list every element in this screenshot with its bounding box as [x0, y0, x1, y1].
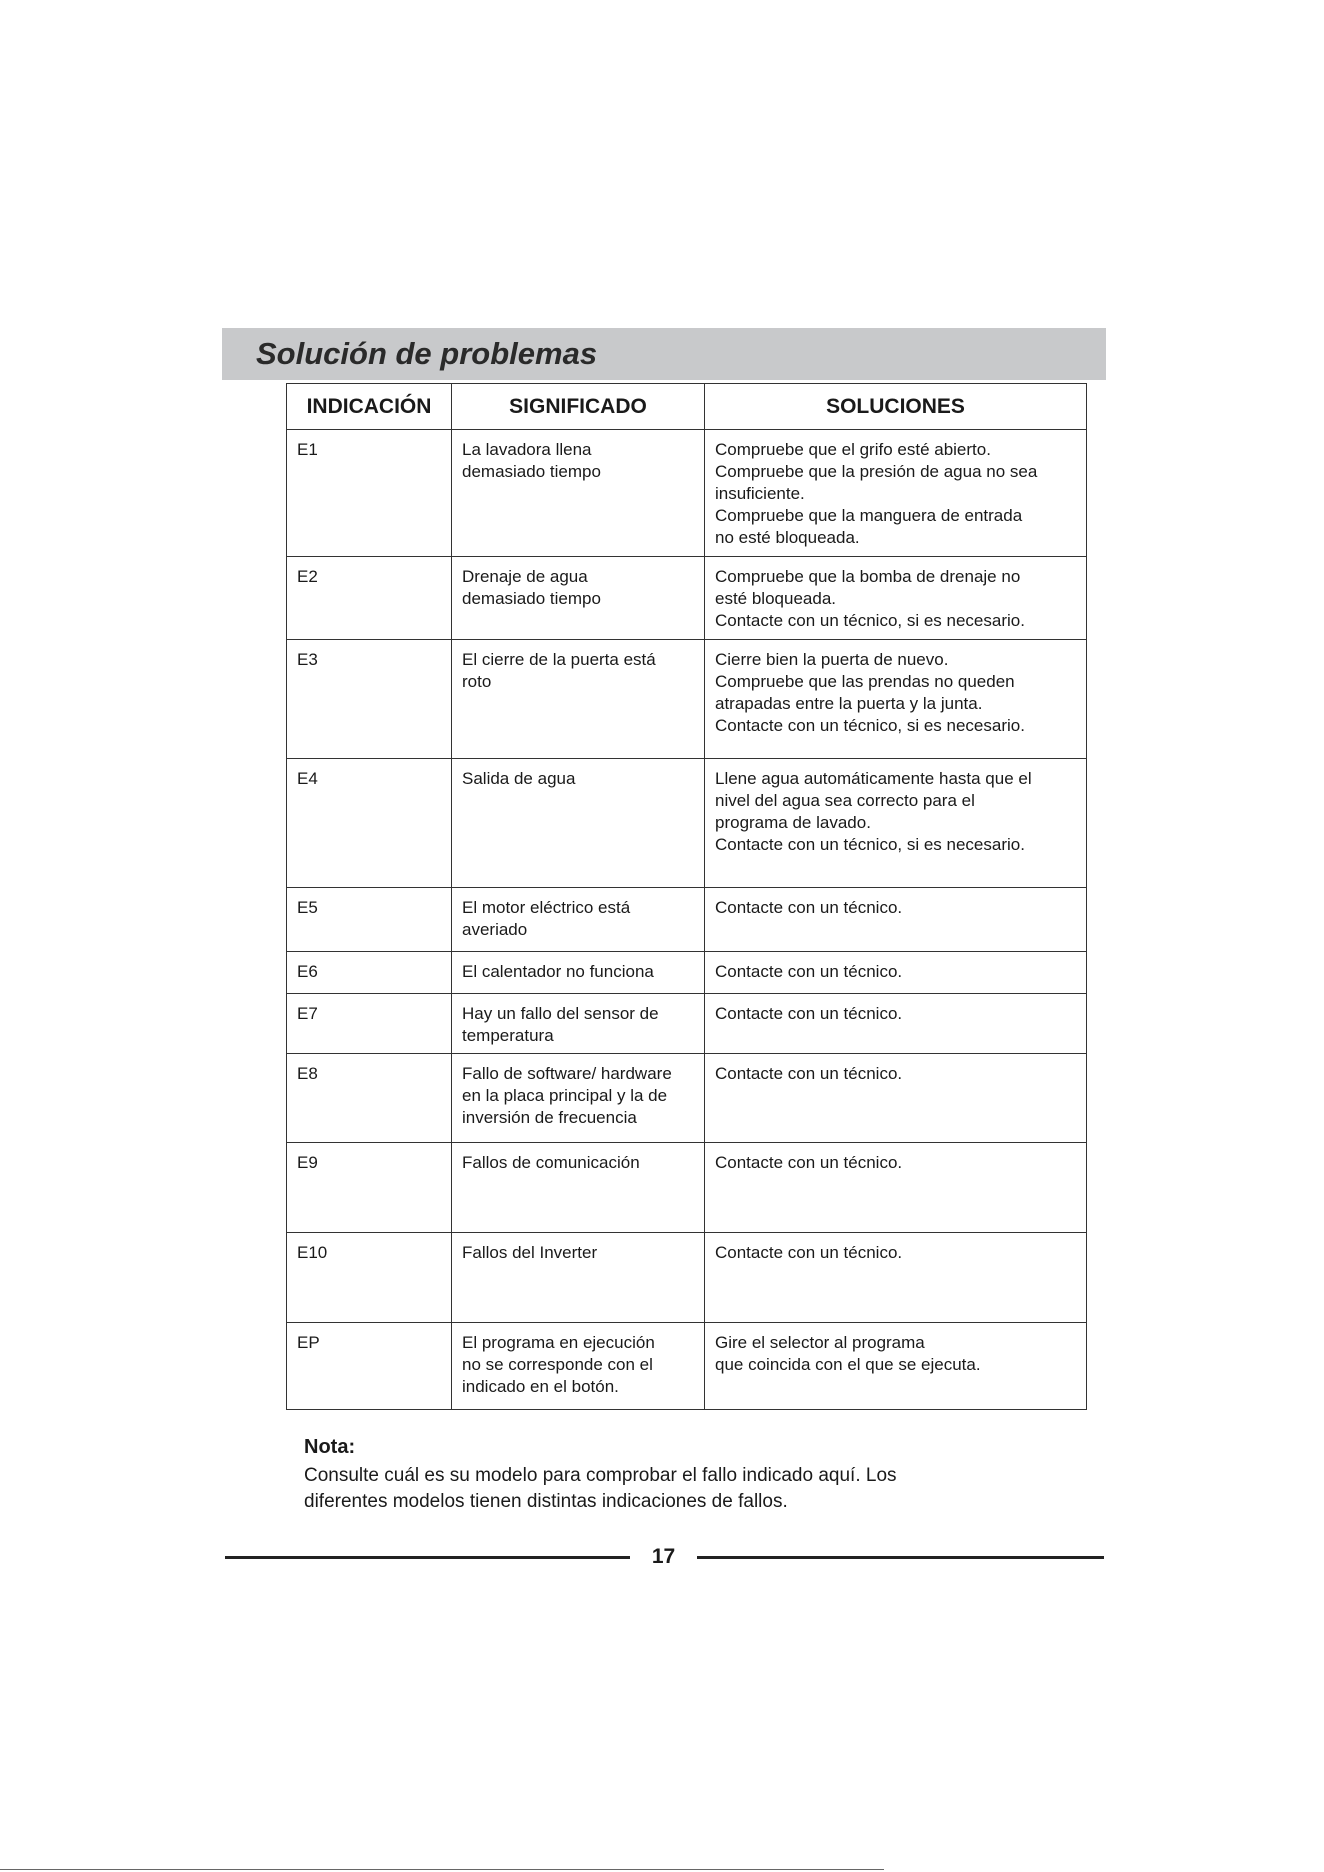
meaning-cell — [452, 640, 705, 759]
solution-line: atrapadas entre la puerta y la junta. — [715, 694, 983, 713]
meaning-line: La lavadora llena — [462, 440, 592, 459]
meaning-line: temperatura — [462, 1026, 554, 1045]
solution-line: Contacte con un técnico. — [715, 1004, 903, 1023]
note-block — [304, 1436, 1064, 1515]
meaning-line: Fallos de comunicación — [462, 1153, 640, 1172]
code-cell: EP — [287, 1323, 452, 1410]
code-cell: E9 — [287, 1143, 452, 1233]
meaning-cell — [452, 430, 705, 557]
solutions-cell — [705, 1054, 1087, 1143]
solutions-cell — [705, 888, 1087, 952]
meaning-cell — [452, 759, 705, 888]
solution-line: Contacte con un técnico. — [715, 962, 903, 981]
note-line: Consulte cuál es su modelo para comprobar el fallo indicado aquí. Los — [304, 1465, 897, 1486]
meaning-cell — [452, 1233, 705, 1323]
solution-line: no esté bloqueada. — [715, 528, 860, 547]
meaning-line: no se corresponde con el — [462, 1355, 653, 1374]
meaning-line: Fallos del Inverter — [462, 1243, 598, 1262]
meaning-cell — [452, 994, 705, 1054]
code-cell: E4 — [287, 759, 452, 888]
code-cell: E7 — [287, 994, 452, 1054]
page-title: Solución de problemas — [256, 336, 598, 371]
solution-line: Contacte con un técnico. — [715, 898, 903, 917]
solutions-cell — [705, 952, 1087, 994]
table-row — [287, 994, 1087, 1054]
solution-line: Compruebe que las prendas no queden — [715, 672, 1015, 691]
table-row — [287, 1233, 1087, 1323]
meaning-line: El programa en ejecución — [462, 1333, 655, 1352]
solution-line: Compruebe que la manguera de entrada — [715, 506, 1023, 525]
solution-line: insuficiente. — [715, 484, 805, 503]
meaning-line: indicado en el botón. — [462, 1377, 619, 1396]
meaning-line: demasiado tiempo — [462, 462, 601, 481]
solution-line: Compruebe que la bomba de drenaje no — [715, 567, 1021, 586]
solution-line: programa de lavado. — [715, 813, 871, 832]
meaning-cell — [452, 1323, 705, 1410]
meaning-cell — [452, 557, 705, 640]
footer-rule-right — [697, 1556, 1104, 1559]
meaning-line: Salida de agua — [462, 769, 576, 788]
meaning-line: inversión de frecuencia — [462, 1108, 637, 1127]
meaning-line: Fallo de software/ hardware — [462, 1064, 672, 1083]
solution-line: Contacte con un técnico, si es necesario. — [715, 716, 1025, 735]
meaning-line: demasiado tiempo — [462, 589, 601, 608]
column-header-soluciones: SOLUCIONES — [705, 384, 1087, 430]
solution-line: Cierre bien la puerta de nuevo. — [715, 650, 949, 669]
table-row — [287, 430, 1087, 557]
solutions-cell — [705, 430, 1087, 557]
solutions-cell — [705, 640, 1087, 759]
meaning-line: El cierre de la puerta está — [462, 650, 656, 669]
meaning-cell — [452, 1054, 705, 1143]
table-header-row — [287, 384, 1087, 430]
solution-line: Contacte con un técnico, si es necesario. — [715, 835, 1025, 854]
troubleshooting-table — [286, 383, 1087, 1410]
table-row — [287, 1143, 1087, 1233]
solution-line: Llene agua automáticamente hasta que el — [715, 769, 1032, 788]
section-title-bar — [222, 328, 1106, 380]
table-row — [287, 888, 1087, 952]
meaning-cell — [452, 888, 705, 952]
meaning-cell — [452, 1143, 705, 1233]
solutions-cell — [705, 557, 1087, 640]
footer-rule-left — [225, 1556, 630, 1559]
note-title: Nota: — [304, 1436, 356, 1458]
solution-line: Contacte con un técnico, si es necesario. — [715, 611, 1025, 630]
code-cell: E10 — [287, 1233, 452, 1323]
meaning-line: averiado — [462, 920, 528, 939]
meaning-cell — [452, 952, 705, 994]
solution-line: Contacte con un técnico. — [715, 1243, 903, 1262]
scan-edge-line — [0, 1869, 884, 1870]
solution-line: Compruebe que la presión de agua no sea — [715, 462, 1038, 481]
solutions-cell — [705, 1233, 1087, 1323]
meaning-line: Hay un fallo del sensor de — [462, 1004, 659, 1023]
solutions-cell — [705, 994, 1087, 1054]
code-cell: E2 — [287, 557, 452, 640]
solution-line: Contacte con un técnico. — [715, 1064, 903, 1083]
code-cell: E1 — [287, 430, 452, 557]
meaning-line: Drenaje de agua — [462, 567, 588, 586]
solution-line: que coincida con el que se ejecuta. — [715, 1355, 981, 1374]
table-row — [287, 759, 1087, 888]
code-cell: E8 — [287, 1054, 452, 1143]
note-line: diferentes modelos tienen distintas indicaciones de fallos. — [304, 1491, 788, 1512]
meaning-line: en la placa principal y la de — [462, 1086, 668, 1105]
column-header-indicacion: INDICACIÓN — [287, 384, 452, 430]
solutions-cell — [705, 759, 1087, 888]
page-number: 17 — [651, 1545, 676, 1568]
table-row — [287, 1323, 1087, 1410]
meaning-line: El calentador no funciona — [462, 962, 654, 981]
table-row — [287, 640, 1087, 759]
meaning-line: roto — [462, 672, 492, 691]
table-row — [287, 1054, 1087, 1143]
column-header-significado: SIGNIFICADO — [452, 384, 705, 430]
table-row — [287, 557, 1087, 640]
solutions-cell — [705, 1323, 1087, 1410]
table-row — [287, 952, 1087, 994]
code-cell: E5 — [287, 888, 452, 952]
note-text — [304, 1463, 1064, 1515]
solution-line: Compruebe que el grifo esté abierto. — [715, 440, 991, 459]
code-cell: E6 — [287, 952, 452, 994]
solution-line: esté bloqueada. — [715, 589, 836, 608]
solution-line: Gire el selector al programa — [715, 1333, 925, 1352]
code-cell: E3 — [287, 640, 452, 759]
solution-line: nivel del agua sea correcto para el — [715, 791, 975, 810]
meaning-line: El motor eléctrico está — [462, 898, 631, 917]
solution-line: Contacte con un técnico. — [715, 1153, 903, 1172]
solutions-cell — [705, 1143, 1087, 1233]
